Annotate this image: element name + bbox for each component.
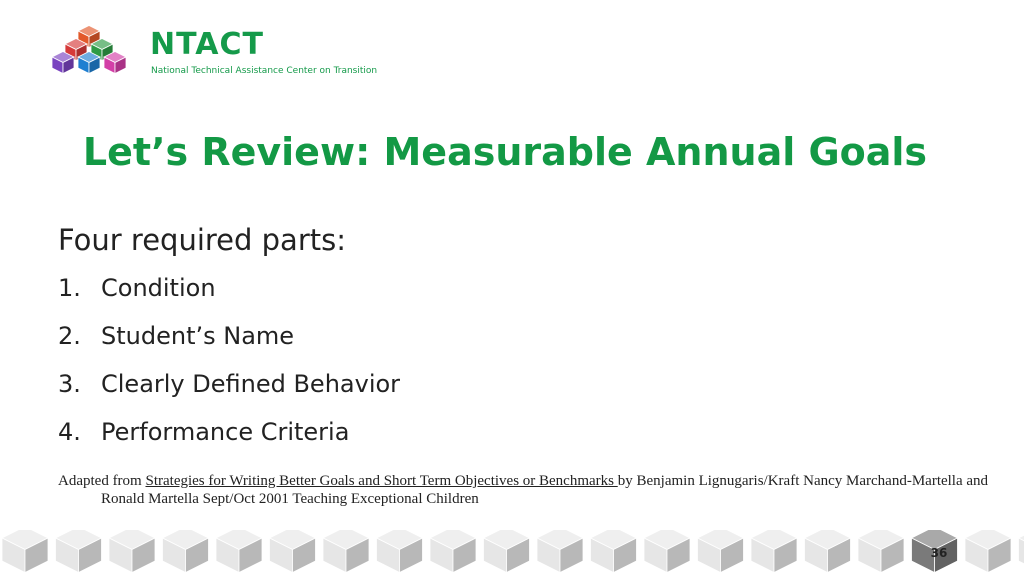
intro-text: Four required parts: — [58, 223, 346, 257]
footer-cube-icon — [270, 530, 316, 573]
footer-cube-icon — [216, 530, 262, 573]
footer-cube-icon — [109, 530, 155, 573]
org-name: NTACT — [150, 27, 264, 62]
footer-cube-icon — [751, 530, 797, 573]
footer-cube-icon — [484, 530, 530, 573]
footer-cube-icon — [430, 530, 476, 573]
footer-cube-icon — [644, 530, 690, 573]
slide-title: Let’s Review: Measurable Annual Goals — [82, 130, 928, 174]
list-number: 3. — [58, 370, 81, 398]
list-label: Condition — [101, 274, 216, 302]
citation-link[interactable]: Strategies for Writing Better Goals and Short Term Objectives or Benchmarks — [145, 473, 618, 489]
org-full-name: National Technical Assistance Center on Transition — [151, 66, 378, 76]
footer-cube-strip — [0, 530, 1024, 575]
footer-cube-icon — [323, 530, 369, 573]
footer-cube-icon — [805, 530, 851, 573]
footer-cube-icon — [2, 530, 48, 573]
footer-cube-icon — [698, 530, 744, 573]
footer-cube-icon — [858, 530, 904, 573]
list-label: Performance Criteria — [101, 418, 350, 446]
list-number: 4. — [58, 418, 81, 446]
footer-cube-icon — [537, 530, 583, 573]
list-label: Student’s Name — [101, 322, 295, 350]
footer-cube-icon — [163, 530, 209, 573]
list-number: 1. — [58, 274, 81, 302]
footer-cube-icon — [591, 530, 637, 573]
ntact-logo-cubes-icon — [48, 22, 128, 86]
citation-suffix: by Benjamin Lignugaris/Kraft Nancy Marchand-Martella and Ronald Martella Sept/Oct 2001 Teaching Exceptional Children — [101, 473, 989, 507]
citation — [58, 472, 1021, 508]
footer-cube-icon — [56, 530, 102, 573]
list-number: 2. — [58, 322, 81, 350]
citation-prefix: Adapted from — [58, 473, 146, 489]
footer-cube-icon — [1019, 530, 1024, 573]
list-label: Clearly Defined Behavior — [101, 370, 401, 398]
footer-cube-icon — [377, 530, 423, 573]
page-number: 36 — [930, 546, 948, 560]
footer-cube-icon — [965, 530, 1011, 573]
